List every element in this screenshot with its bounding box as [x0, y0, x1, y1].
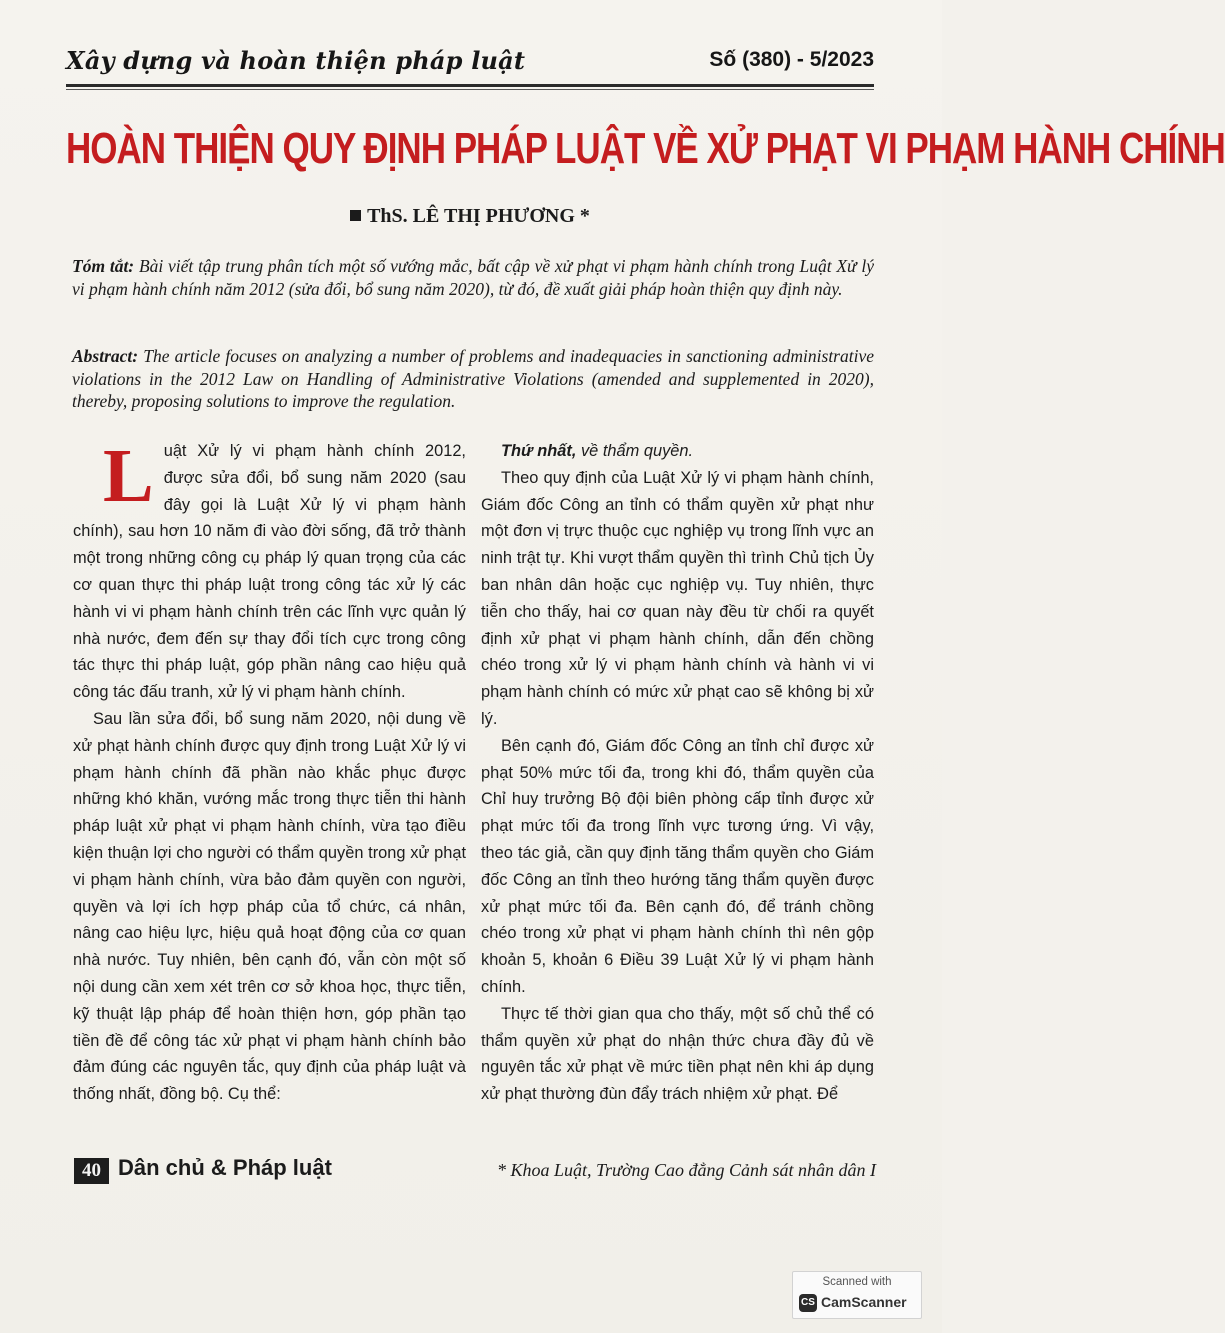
- section-heading-lead: Thứ nhất,: [501, 442, 577, 460]
- abstract-vi-label: Tóm tắt:: [72, 256, 135, 276]
- author-name: ThS. LÊ THỊ PHƯƠNG *: [367, 205, 590, 227]
- header-rule: [66, 84, 874, 87]
- scanner-brand: CamScanner: [821, 1294, 907, 1310]
- header-rule-thin: [66, 89, 874, 90]
- paragraph: Theo quy định của Luật Xử lý vi phạm hành chính, Giám đốc Công an tỉnh có thẩm quyền xử phạt như một đơn vị trực thuộc cục nghiệp vụ trong lĩnh vực an ninh trật tự. Khi vượt thẩm quyền thì trình Chủ tịch Ủy ban nhân dân hoặc cục nghiệp vụ. Tuy nhiên, thực tiễn cho thấy, hai cơ quan này đều từ chối ra quyết định xử phạt vi phạm hành chính, dẫn đến chồng chéo trong xử lý vi phạm hành chính và hành vi vi phạm hành chính có mức xử phạt cao sẽ không bị xử lý.: [481, 468, 874, 728]
- author-bullet-icon: [350, 210, 361, 221]
- right-column: [481, 438, 874, 1108]
- camscanner-watermark: [792, 1271, 922, 1319]
- running-head: [66, 46, 874, 80]
- issue-number: Số (380) - 5/2023: [709, 48, 874, 71]
- footer-journal-name: Dân chủ & Pháp luật: [118, 1155, 332, 1180]
- abstract-vietnamese: [72, 255, 874, 300]
- paragraph: Sau lần sửa đổi, bổ sung năm 2020, nội dung về xử phạt hành chính được quy định trong Luật Xử lý vi phạm hành chính đã phần nào khắc phục được những khó khăn, vướng mắc trong thực tiễn thi hành pháp luật xử phạt vi phạm hành chính, vừa tạo điều kiện thuận lợi cho người có thẩm quyền trong xử phạt vi phạm hành chính, vừa bảo đảm quyền con người, quyền và lợi ích hợp pháp của tổ chức, cá nhân, nâng cao hiệu lực, hiệu quả hoạt động của cơ quan nhà nước. Tuy nhiên, bên cạnh đó, vẫn còn một số nội dung cần xem xét trên cơ sở khoa học, thực tiễn, kỹ thuật lập pháp để hoàn thiện hơn, góp phần tạo tiền đề để công tác xử phạt vi phạm hành chính bảo đảm đúng các nguyên tắc, quy định của pháp luật và thống nhất, đồng bộ. Cụ thể:: [73, 709, 466, 1104]
- author-line: [66, 205, 874, 228]
- abstract-vi-text: Bài viết tập trung phân tích một số vướng mắc, bất cập về xử phạt vi phạm hành chính trong Luật Xử lý vi phạm hành chính năm 2012 (sửa đổi, bổ sung năm 2020), từ đó, đề xuất giải pháp hoàn thiện quy định này.: [72, 256, 875, 299]
- article-title: HOÀN THIỆN QUY ĐỊNH PHÁP LUẬT VỀ XỬ PHẠT VI PHẠM HÀNH CHÍNH: [66, 124, 1225, 173]
- section-heading: [481, 438, 874, 465]
- dropcap: L: [103, 434, 154, 518]
- abstract-en-text: The article focuses on analyzing a number of problems and inadequacies in sanctioning administrative violations in the 2012 Law on Handling of Administrative Violations (amended and supplemented in 2020), thereby, proposing solutions to improve the regulation.: [72, 346, 874, 411]
- abstract-english: [72, 345, 874, 413]
- camscanner-logo-icon: CS: [799, 1294, 817, 1312]
- abstract-en-label: Abstract:: [72, 346, 139, 366]
- paragraph: Thực tế thời gian qua cho thấy, một số chủ thể có thẩm quyền xử phạt do nhận thức chưa đầy đủ về nguyên tắc xử phạt về mức tiền phạt nên khi áp dụng xử phạt thường đùn đẩy trách nhiệm xử phạt. Để: [481, 1004, 874, 1104]
- paragraph-text: uật Xử lý vi phạm hành chính 2012, được sửa đổi, bổ sung năm 2020 (sau đây gọi là Luật Xử lý vi phạm hành chính), sau hơn 10 năm đi vào đời sống, đã trở thành một trong những công cụ pháp lý quan trọng của các cơ quan thực thi pháp luật trong công tác xử lý các hành vi vi phạm hành chính trên các lĩnh vực quản lý nhà nước, đem đến sự thay đổi tích cực trong công tác thực thi pháp luật, góp phần nâng cao hiệu quả công tác đấu tranh, xử lý vi phạm hành chính.: [73, 442, 466, 702]
- page-number: 40: [74, 1158, 109, 1184]
- section-heading-rest: về thẩm quyền.: [576, 442, 694, 460]
- scanner-caption: Scanned with: [822, 1276, 892, 1288]
- author-footnote: * Khoa Luật, Trường Cao đẳng Cảnh sát nhân dân I: [497, 1160, 876, 1180]
- paragraph: Bên cạnh đó, Giám đốc Công an tỉnh chỉ được xử phạt 50% mức tối đa, trong khi đó, thẩm quyền của Chỉ huy trưởng Bộ đội biên phòng cấp tỉnh được xử phạt mức tối đa trong lĩnh vực tương ứng. Vì vậy, theo tác giả, cần quy định tăng thẩm quyền cho Giám đốc Công an tỉnh theo hướng tăng thẩm quyền được xử phạt mức tối đa. Bên cạnh đó, để tránh chồng chéo trong xử phạt vi phạm hành chính thì nên gộp khoản 5, khoản 6 Điều 39 Luật Xử lý vi phạm hành chính.: [481, 736, 874, 996]
- journal-name: Xây dựng và hoàn thiện pháp luật: [66, 46, 526, 75]
- paragraph: [73, 434, 466, 706]
- left-column: [73, 434, 466, 1108]
